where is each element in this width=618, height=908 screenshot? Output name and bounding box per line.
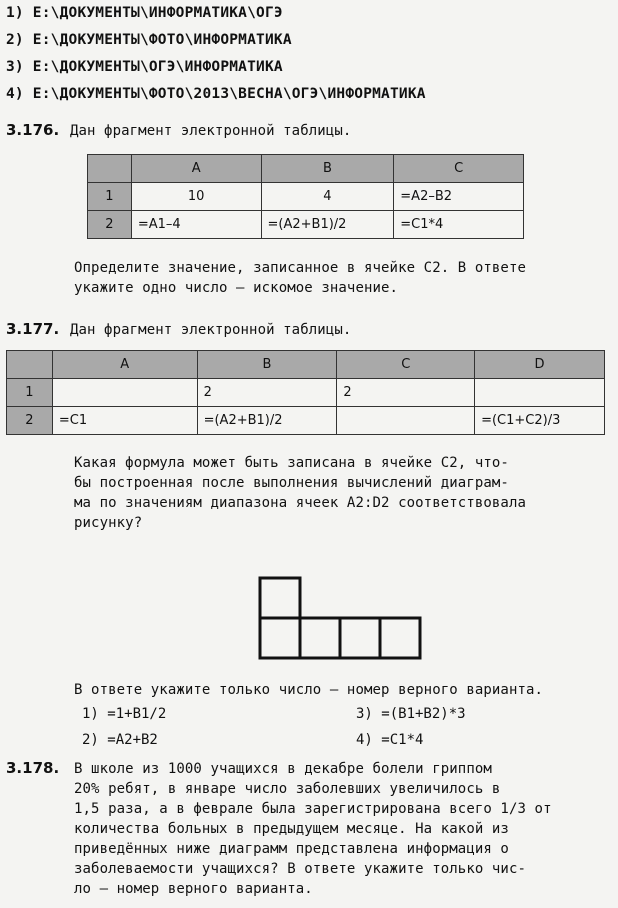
- answer-option-3: 3) =(B1+B2)*3: [356, 706, 466, 722]
- cell-d2: =(C1+C2)/3: [475, 407, 605, 435]
- question-line: бы построенная после выполнения вычислений диаграм-: [74, 475, 509, 491]
- cell-b1: 2: [197, 379, 337, 407]
- problem-177-heading: [6, 320, 351, 340]
- corner-cell: [7, 351, 53, 379]
- col-header-c: C: [394, 155, 524, 183]
- option-2: 2) E:\ДОКУМЕНТЫ\ФОТО\ИНФОРМАТИКА: [6, 32, 292, 48]
- row-header-1: 1: [7, 379, 53, 407]
- cell-c1: =A2–B2: [394, 183, 524, 211]
- problem-178-number: 3.178.: [6, 759, 60, 777]
- col-header-a: A: [131, 155, 261, 183]
- spreadsheet-177: [6, 350, 605, 435]
- cell-d1: [475, 379, 605, 407]
- text-line: количества больных в предыдущем месяце. На какой из: [74, 821, 509, 837]
- table-row: [88, 211, 524, 239]
- row-header-2: 2: [88, 211, 132, 239]
- option-1: 1) E:\ДОКУМЕНТЫ\ИНФОРМАТИКА\ОГЭ: [6, 5, 283, 21]
- answer-option-2: 2) =A2+B2: [82, 732, 158, 748]
- question-line: рисунку?: [74, 515, 143, 531]
- diagram-block: [260, 618, 300, 658]
- problem-176-title: Дан фрагмент электронной таблицы.: [69, 123, 352, 139]
- option-3: 3) E:\ДОКУМЕНТЫ\ОГЭ\ИНФОРМАТИКА: [6, 59, 283, 75]
- cell-b2: =(A2+B1)/2: [261, 211, 394, 239]
- diagram-block: [260, 578, 300, 618]
- cell-a1: 10: [131, 183, 261, 211]
- cell-a2: =A1–4: [131, 211, 261, 239]
- cell-c1: 2: [337, 379, 475, 407]
- col-header-b: B: [197, 351, 337, 379]
- cell-a2: =C1: [52, 407, 197, 435]
- text-line: приведённых ниже диаграмм представлена информация о: [74, 841, 509, 857]
- spreadsheet-176: [87, 154, 524, 239]
- col-header-c: C: [337, 351, 475, 379]
- text-line: ло — номер верного варианта.: [74, 881, 313, 897]
- text-line: В школе из 1000 учащихся в декабре болели гриппом: [74, 761, 492, 777]
- answer-option-4: 4) =C1*4: [356, 732, 424, 748]
- problem-176-number: 3.176.: [6, 121, 60, 139]
- problem-176-question: [74, 258, 526, 298]
- problem-176-heading: [6, 121, 351, 141]
- corner-cell: [88, 155, 132, 183]
- cell-a1: [52, 379, 197, 407]
- text-line: 20% ребят, в январе число заболевших увеличилось в: [74, 781, 501, 797]
- diagram-block: [300, 618, 340, 658]
- text-line: заболеваемости учащихся? В ответе укажите только чис-: [74, 861, 527, 877]
- table-row: [7, 379, 605, 407]
- col-header-d: D: [475, 351, 605, 379]
- row-header-1: 1: [88, 183, 132, 211]
- question-line: ма по значениям диапазона ячеек A2:D2 соответствовала: [74, 495, 527, 511]
- col-header-b: B: [261, 155, 394, 183]
- problem-177-answer-instruction: В ответе укажите только число — номер верного варианта.: [74, 682, 544, 698]
- answer-option-1: 1) =1+B1/2: [82, 706, 167, 722]
- table-row: [7, 407, 605, 435]
- col-header-a: A: [52, 351, 197, 379]
- option-4: 4) E:\ДОКУМЕНТЫ\ФОТО\2013\ВЕСНА\ОГЭ\ИНФОРМАТИКА: [6, 86, 426, 102]
- cell-b1: 4: [261, 183, 394, 211]
- problem-177-number: 3.177.: [6, 320, 60, 338]
- problem-178-text: [74, 759, 614, 899]
- question-line: Определите значение, записанное в ячейке C2. В ответе: [74, 260, 527, 276]
- diagram-block: [380, 618, 420, 658]
- problem-177-question: [74, 453, 604, 533]
- block-diagram: [255, 525, 430, 663]
- text-line: 1,5 раза, а в феврале была зарегистрирована всего 1/3 от: [74, 801, 552, 817]
- cell-b2: =(A2+B1)/2: [197, 407, 337, 435]
- row-header-2: 2: [7, 407, 53, 435]
- table-row: [88, 183, 524, 211]
- cell-c2: [337, 407, 475, 435]
- header-row: [7, 351, 605, 379]
- problem-177-title: Дан фрагмент электронной таблицы.: [69, 322, 352, 338]
- diagram-block: [340, 618, 380, 658]
- question-line: укажите одно число — искомое значение.: [74, 280, 399, 296]
- header-row: [88, 155, 524, 183]
- question-line: Какая формула может быть записана в ячейке C2, что-: [74, 455, 509, 471]
- cell-c2: =C1*4: [394, 211, 524, 239]
